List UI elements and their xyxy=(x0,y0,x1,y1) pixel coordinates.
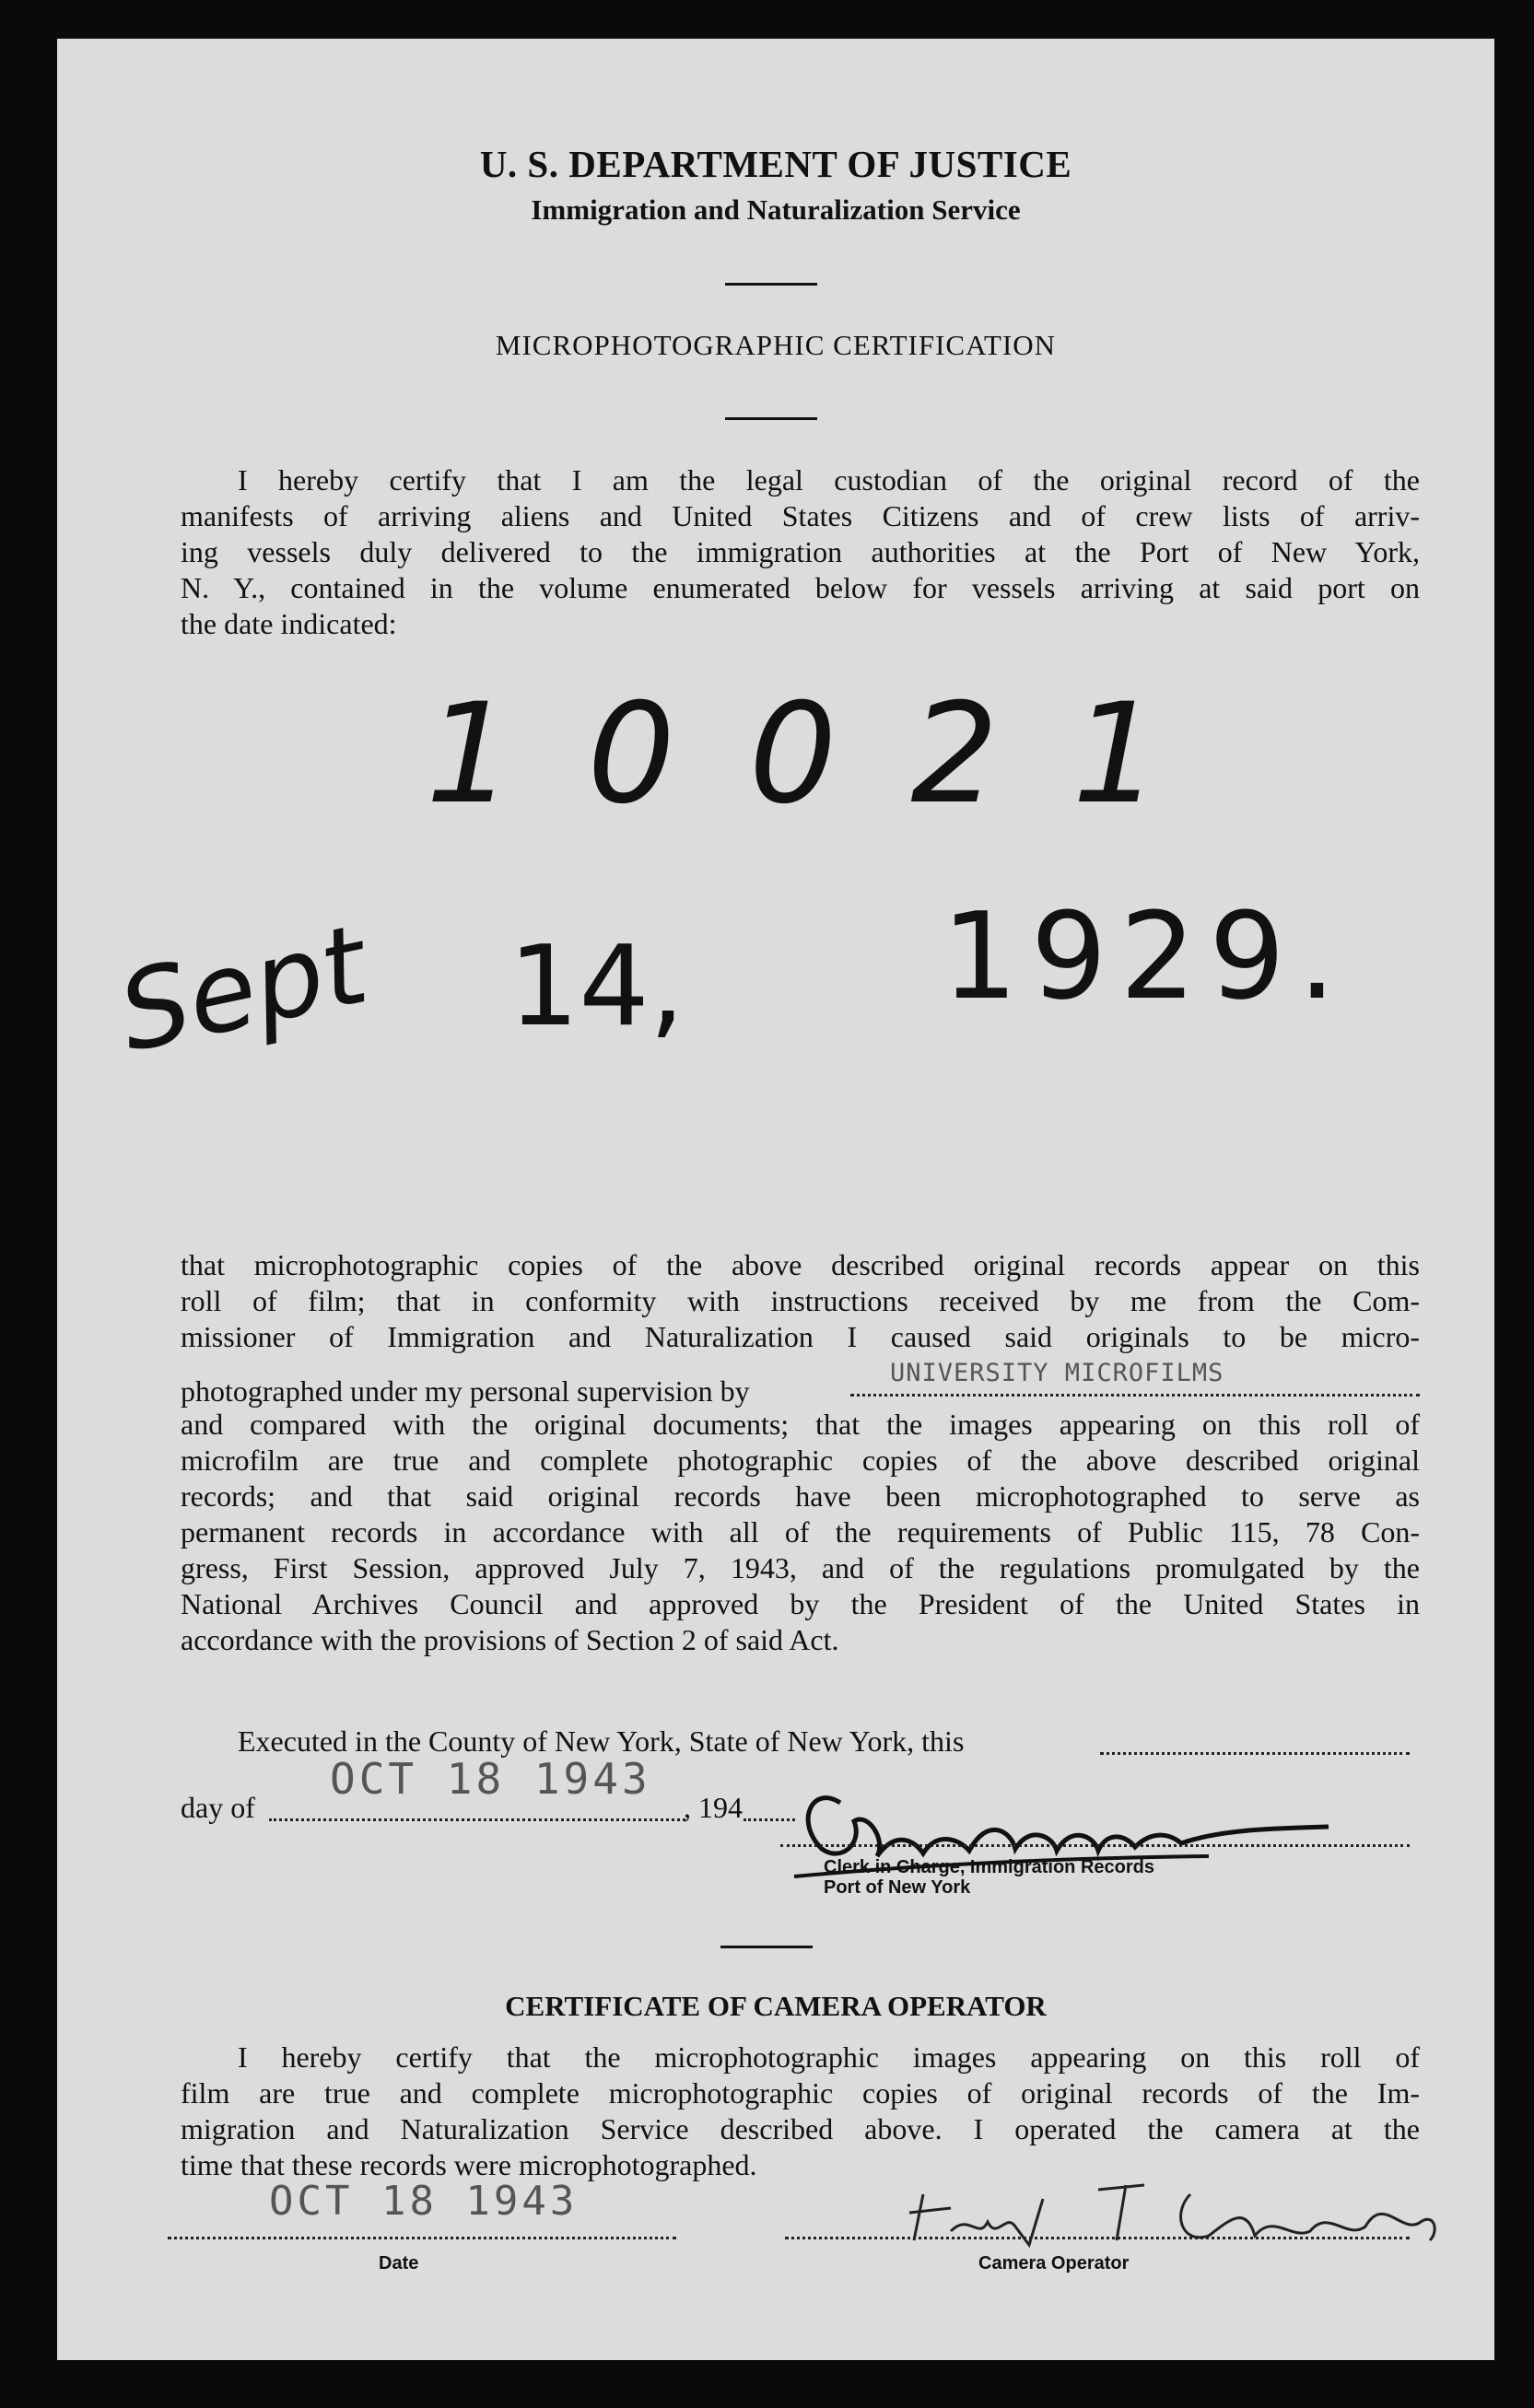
signature-line xyxy=(780,1844,1410,1847)
date-line xyxy=(168,2237,676,2239)
camera-date-stamp: OCT 18 1943 xyxy=(269,2178,579,2225)
body-line: records; and that said original records have been microphotographed to serve as xyxy=(181,1479,1420,1513)
body-line: gress, First Session, approved July 7, 1943, and of the regulations promulgated by the xyxy=(181,1551,1420,1584)
camera-line: migration and Naturalization Service described above. I operated the camera at the xyxy=(181,2112,1420,2145)
operator-signature-line xyxy=(785,2237,1410,2239)
intro-line: N. Y., contained in the volume enumerated below for vessels arriving at said port on xyxy=(181,571,1420,604)
certificate-page xyxy=(57,39,1494,2360)
body-line: roll of film; that in conformity with instructions received by me from the Com- xyxy=(181,1284,1420,1317)
handwritten-day: 14, xyxy=(509,923,685,1051)
body-line: National Archives Council and approved by the President of the United States in xyxy=(181,1587,1420,1620)
body-line: photographed under my personal supervision by xyxy=(181,1374,750,1408)
camera-operator-label: Camera Operator xyxy=(978,2253,1130,2274)
clerk-location: Port of New York xyxy=(824,1877,971,1898)
date-label: Date xyxy=(379,2253,419,2274)
day-of-label: day of xyxy=(181,1791,255,1824)
university-microfilms-stamp: UNIVERSITY MICROFILMS xyxy=(890,1359,1224,1387)
camera-line: I hereby certify that the microphotographic images appearing on this roll of xyxy=(238,2040,1420,2074)
service-subheading: Immigration and Naturalization Service xyxy=(531,193,1021,226)
divider xyxy=(720,1946,813,1948)
certification-title: MICROPHOTOGRAPHIC CERTIFICATION xyxy=(495,329,1057,361)
camera-line: film are true and complete microphotographic copies of original records of the Im- xyxy=(181,2076,1420,2110)
year-prefix: , 194 xyxy=(684,1791,743,1824)
body-line: missioner of Immigration and Naturalization I caused said originals to be micro- xyxy=(181,1320,1420,1353)
body-line: that microphotographic copies of the above described original records appear on this xyxy=(181,1248,1420,1281)
supervision-line xyxy=(181,1355,1420,1407)
camera-operator-signature xyxy=(868,2157,1458,2259)
intro-paragraph xyxy=(181,462,1420,642)
body-line: microfilm are true and complete photographic copies of the above described original xyxy=(181,1444,1420,1477)
camera-certificate-title: CERTIFICATE OF CAMERA OPERATOR xyxy=(505,1990,1047,2022)
divider xyxy=(725,283,817,286)
executed-text: Executed in the County of New York, State of New York, this xyxy=(238,1724,965,1758)
clerk-title: Clerk in Charge, Immigration Records xyxy=(824,1857,1154,1877)
intro-line: I hereby certify that I am the legal custodian of the original record of the xyxy=(238,463,1420,497)
dotted-fill-line xyxy=(850,1394,1420,1397)
camera-line: time that these records were microphotographed. xyxy=(181,2148,757,2181)
body-paragraph xyxy=(181,1247,1420,1658)
divider xyxy=(725,417,817,420)
intro-line: manifests of arriving aliens and United States Citizens and of crew lists of arriv- xyxy=(181,499,1420,532)
executed-date-stamp: OCT 18 1943 xyxy=(330,1754,651,1804)
dotted-fill-line xyxy=(269,1818,685,1821)
department-heading: U. S. DEPARTMENT OF JUSTICE xyxy=(479,143,1072,185)
handwritten-year: 1929. xyxy=(942,886,1350,1026)
body-line: permanent records in accordance with all of the requirements of Public 115, 78 Con- xyxy=(181,1515,1420,1549)
handwritten-volume-number: 10021 xyxy=(426,674,1235,835)
body-line: accordance with the provisions of Section 2 of said Act. xyxy=(181,1623,839,1656)
intro-line: the date indicated: xyxy=(181,607,397,640)
body-line: and compared with the original documents; that the images appearing on this roll of xyxy=(181,1408,1420,1441)
intro-line: ing vessels duly delivered to the immigration authorities at the Port of New York, xyxy=(181,535,1420,568)
handwritten-month: Sept xyxy=(108,900,378,1077)
